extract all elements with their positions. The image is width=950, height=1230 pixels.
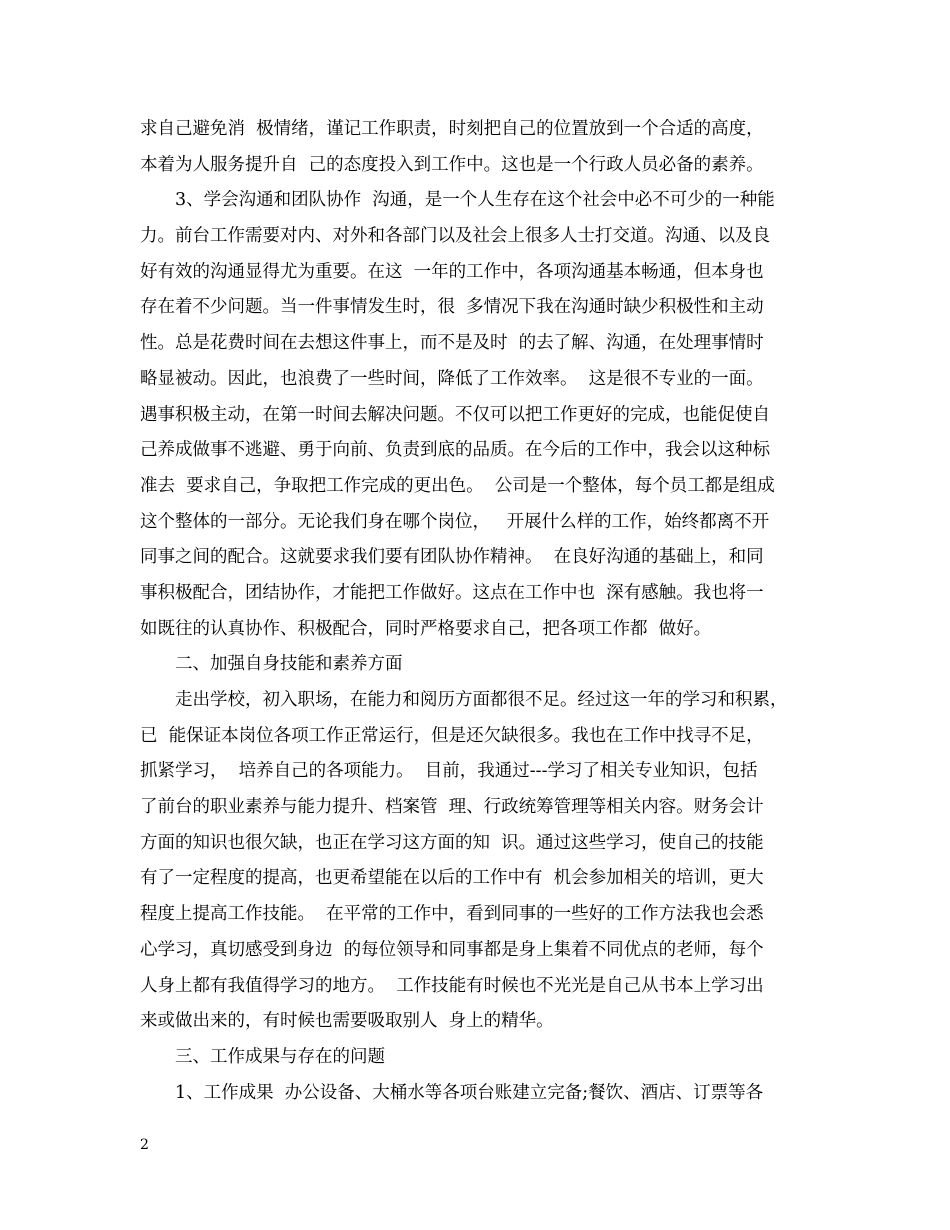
text-line: 有了一定程度的提高，也更希望能在以后的工作中有 机会参加相关的培训，更大: [140, 868, 764, 889]
body-text: [140, 112, 830, 1111]
text-line: 己养成做事不逃避、勇于向前、负责到底的品质。在今后的工作中，我会以这种标: [140, 440, 770, 461]
text-line: 走出学校，初入职场，在能力和阅历方面都很不足。经过这一年的学习和积累，: [175, 690, 788, 710]
text-line: 这个整体的一部分。无论我们身在哪个岗位， 开展什么样的工作，始终都离不开: [140, 511, 770, 532]
text-line: 如既往的认真协作、积极配合，同时严格要求自己，把各项工作都 做好。: [140, 618, 712, 639]
page-number: 2: [140, 1137, 149, 1153]
text-line: 本着为人服务提升自 己的态度投入到工作中。这也是一个行政人员必备的素养。: [140, 154, 764, 175]
text-line: 1、工作成果 办公设备、大桶水等各项台账建立完备;餐饮、酒店、订票等各: [175, 1082, 764, 1103]
text-line: 存在着不少问题。当一件事情发生时，很 多情况下我在沟通时缺少积极性和主动: [140, 297, 764, 318]
text-line: 事积极配合，团结协作，才能把工作做好。这点在工作中也 深有感触。我也将一: [140, 582, 764, 603]
text-line: 力。前台工作需要对内、对外和各部门以及社会上很多人士打交道。沟通、以及良: [140, 226, 770, 247]
text-line: 方面的知识也很欠缺，也正在学习这方面的知 识。通过这些学习，使自己的技能: [140, 832, 764, 853]
text-line: 3、学会沟通和团队协作 沟通，是一个人生存在这个社会中必不可少的一种能: [175, 190, 775, 211]
text-line: 了前台的职业素养与能力提升、档案管 理、行政统筹管理等相关内容。财务会计: [140, 797, 764, 818]
text-line: 略显被动。因此，也浪费了一些时间，降低了工作效率。 这是很不专业的一面。: [140, 368, 764, 389]
text-line: 性。总是花费时间在去想这件事上，而不是及时 的去了解、沟通，在处理事情时: [140, 333, 764, 354]
text-line: 抓紧学习， 培养自己的各项能力。 目前，我通过---学习了相关专业知识，包括: [140, 761, 758, 782]
text-line: 准去 要求自己，争取把工作完成的更出色。 公司是一个整体，每个员工都是组成: [140, 475, 775, 496]
text-line: 人身上都有我值得学习的地方。 工作技能有时候也不光光是自己从书本上学习出: [140, 975, 764, 996]
text-line: 心学习，真切感受到身边 的每位领导和同事都是身上集着不同优点的老师，每个: [140, 939, 764, 960]
text-line: 三、工作成果与存在的问题: [175, 1046, 385, 1067]
text-line: 求自己避免消 极情绪，谨记工作职责，时刻把自己的位置放到一个合适的高度，: [140, 119, 764, 139]
text-line: 二、加强自身技能和素养方面: [175, 654, 403, 675]
text-line: 好有效的沟通显得尤为重要。在这 一年的工作中，各项沟通基本畅通，但本身也: [140, 261, 764, 282]
text-line: 已 能保证本岗位各项工作正常运行，但是还欠缺很多。我也在工作中找寻不足，: [140, 725, 764, 746]
text-line: 同事之间的配合。这就要求我们要有团队协作精神。 在良好沟通的基础上，和同: [140, 547, 764, 568]
text-line: 程度上提高工作技能。 在平常的工作中，看到同事的一些好的工作方法我也会悉: [140, 904, 764, 925]
text-line: 遇事积极主动，在第一时间去解决问题。不仅可以把工作更好的完成，也能促使自: [140, 404, 770, 425]
text-line: 来或做出来的，有时候也需要吸取别人 身上的精华。: [140, 1011, 554, 1032]
